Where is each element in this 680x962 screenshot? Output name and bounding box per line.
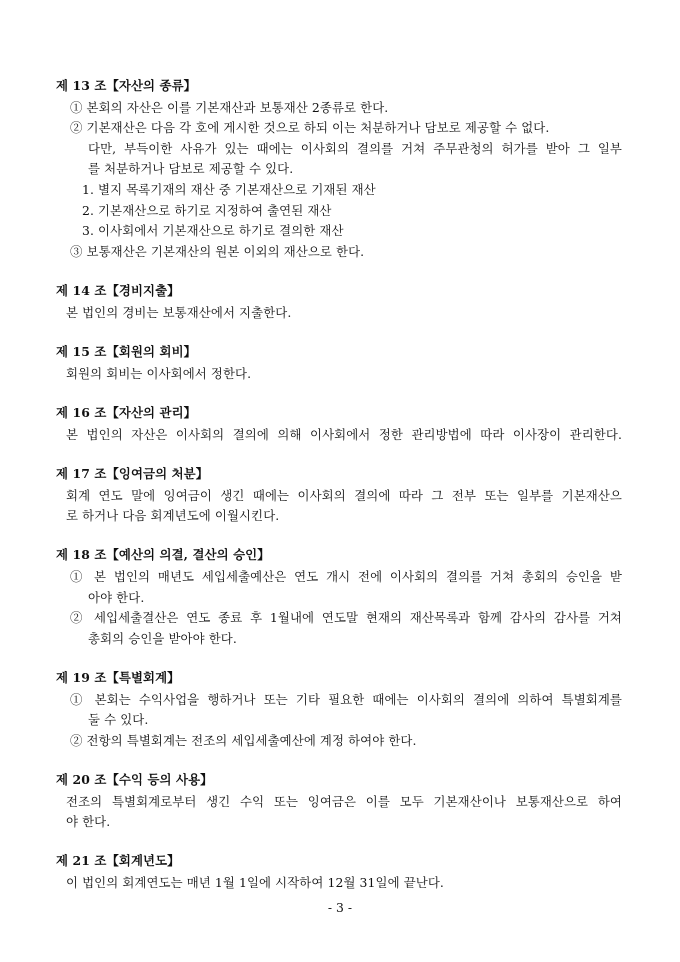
article-17-line-1: 회계 연도 말에 잉여금이 생긴 때에는 이사회의 결의에 따라 그 전부 또는 일부를 기본재산으 [66, 488, 622, 503]
article-14-line-1: 본 법인의 경비는 보통재산에서 지출한다. [66, 305, 292, 320]
article-13-item-2: 2. 기본재산으로 하기로 지정하여 출연된 재산 [82, 203, 332, 218]
article-17-title: 제 17 조【잉여금의 처분】 [56, 466, 209, 481]
article-17-line-2: 로 하거나 다음 회계년도에 이월시킨다. [66, 508, 280, 523]
article-13-item-1: 1. 별지 목록기재의 재산 중 기본재산으로 기재된 재산 [82, 182, 376, 197]
article-13-line-2: ② 기본재산은 다음 각 호에 게시한 것으로 하되 이는 처분하거나 담보로 제공할 수 없다. [70, 120, 550, 135]
article-18-line-4: 총회의 승인을 받아야 한다. [88, 631, 237, 646]
article-13-item-3: 3. 이사회에서 기본재산으로 하기로 결의한 재산 [82, 223, 344, 238]
article-18-line-3: ② 세입세출결산은 연도 종료 후 1월내에 연도말 현재의 재산목록과 함께 감사의 감사를 거쳐 [70, 610, 622, 625]
article-18-line-1: ① 본 법인의 매년도 세입세출예산은 연도 개시 전에 이사회의 결의를 거쳐 총회의 승인을 받 [70, 569, 622, 584]
article-20-line-2: 야 한다. [66, 814, 111, 829]
article-19-line-1: ① 본회는 수익사업을 행하거나 또는 기타 필요한 때에는 이사회의 결의에 의하여 특별회계를 [70, 692, 622, 707]
article-20-line-1: 전조의 특별회계로부터 생긴 수익 또는 잉여금은 이를 모두 기본재산이나 보통재산으로 하여 [66, 794, 622, 809]
article-16-line-1: 본 법인의 자산은 이사회의 결의에 의해 이사회에서 정한 관리방법에 따라 이사장이 관리한다. [66, 427, 622, 442]
article-13-line-4: 를 처분하거나 담보로 제공할 수 있다. [88, 161, 294, 176]
article-14-title: 제 14 조【경비지출】 [56, 283, 180, 298]
article-21-line-1: 이 법인의 회계연도는 매년 1월 1일에 시작하여 12월 31일에 끝난다. [66, 875, 444, 890]
article-18-title: 제 18 조【예산의 의결, 결산의 승인】 [56, 547, 270, 562]
article-15-line-1: 회원의 회비는 이사회에서 정한다. [66, 366, 252, 381]
article-13-line-3: 다만, 부득이한 사유가 있는 때에는 이사회의 결의를 거쳐 주무관청의 허가를 받아 그 일부 [88, 141, 622, 156]
article-20-title: 제 20 조【수익 등의 사용】 [56, 772, 213, 787]
article-13-line-8: ③ 보통재산은 기본재산의 원본 이외의 재산으로 한다. [70, 244, 365, 259]
article-21-title: 제 21 조【회계년도】 [56, 853, 180, 868]
article-13-title: 제 13 조【자산의 종류】 [56, 78, 197, 93]
article-15-title: 제 15 조【회원의 회비】 [56, 344, 197, 359]
article-19-line-2: 둘 수 있다. [88, 712, 149, 727]
article-13-line-1: ① 본회의 자산은 이를 기본재산과 보통재산 2종류로 한다. [70, 100, 389, 115]
article-19-title: 제 19 조【특별회계】 [56, 670, 180, 685]
article-18-line-2: 아야 한다. [88, 590, 145, 605]
article-19-line-3: ② 전항의 특별회계는 전조의 세입세출예산에 계정 하여야 한다. [70, 733, 417, 748]
article-16-title: 제 16 조【자산의 관리】 [56, 405, 197, 420]
page-number: - 3 - [327, 900, 353, 915]
